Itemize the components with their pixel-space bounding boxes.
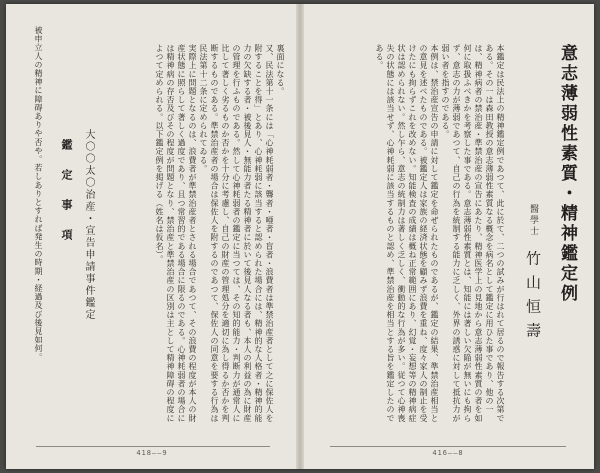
left-body-text: 裏面になる。 又、民法第十一条には「心神耗弱者・聾者・唖者・盲者・浪費者は準禁治産者として之に保佐人を附することを得」とあり、心神耗弱に該当すると認められた場合には、精神的な人格者・精神的能力の欠缺する者・被後見人・無能力者たる精神者に於いて後見人なる者も、本人の利益の為に財産の管理を行ふものである。然して心神耗弱者の鑑定に当つては、その知的能力・判断力が通常人に比して著しく劣るものか否かを十分に考慮し、自己の財産の管理処分を適切に為し得るか否かを判断するものである。準禁治産者の場合は保佐人を附するのであつて、保佐人の同意を要する行為は民法第十二条に定められてゐる。 実際上に問題となるのは、浪費者が準禁治産者とされる場合であつて、その浪費の程度が本人の財産状態に照らして著しく過度であり、且つ常習的である場合に限るのである。心神耗弱者の場合には精神病の存否及びその程度が問題となり、禁治産と準禁治産の区別は主として精神障碍の程度によつて定められる。以下鑑定例を掲げる（姓名は仮名）。	[155, 44, 285, 423]
left-footer-rule	[36, 446, 270, 447]
left-page-number: 418——9	[136, 449, 168, 457]
right-footer-rule	[330, 446, 566, 447]
open-book	[6, 4, 594, 469]
article-title: 意志薄弱性素質・精神鑑定例	[557, 44, 577, 304]
section-heading: 鑑 定 事 項	[60, 139, 73, 244]
left-page	[6, 4, 298, 469]
author-name: 竹山恒壽	[524, 250, 542, 347]
right-page-number: 416——8	[432, 449, 464, 457]
right-page	[302, 4, 594, 469]
author-block	[520, 204, 544, 404]
right-body-text: 本鑑定は民法上の精神鑑定例であつて、此に於て、二つの試みが行はれて居るので報告する次第である。その一は森田教授の意志薄弱性素質なる概念を病名として鑑定に用ひた事であり、他の一は、精神病者の禁治産・準禁治産の宣告にあたり、精神医学上の見地から意志薄弱性素質の者を如何に取扱ふべきかを考察した事である。意志薄弱性素質とは、知能には著しい欠陥が無いにも拘らず、意志の力が薄弱であつて、自己の行為を統制する能力に乏しく、外界の誘惑に対して抵抗力が弱い者を指すのである。 本例は、禁治産宣告の申請に対して鑑定を命ぜられたものであるが、鑑定の結果、準禁治産相当との意見を述べたものである。被鑑定人は家族の経済状態を顧みず浪費を重ね、度々家人の制止を受けたにも拘らずこれを改めない。知能検査の成績は概ね正常範囲にあり、幻覚・妄想等の精神病症状は認められない。然し乍ら、意志の統制力は著しく乏しく、衝動的な行為が多い。従つて心神喪失の状態には該当せず、心神耗弱に該当するものと認め、準禁治産を相当とする旨を鑑定したのである。	[375, 44, 505, 423]
case-heading: 大〇〇太〇治産・宣告申請事件鑑定	[83, 129, 94, 321]
footnote-text: 被申立人の精神に障碍ありや否や。若しありとすれば発生の時期・経過及び後見如何。	[34, 26, 43, 362]
author-prefix: 醫學士	[528, 204, 538, 237]
